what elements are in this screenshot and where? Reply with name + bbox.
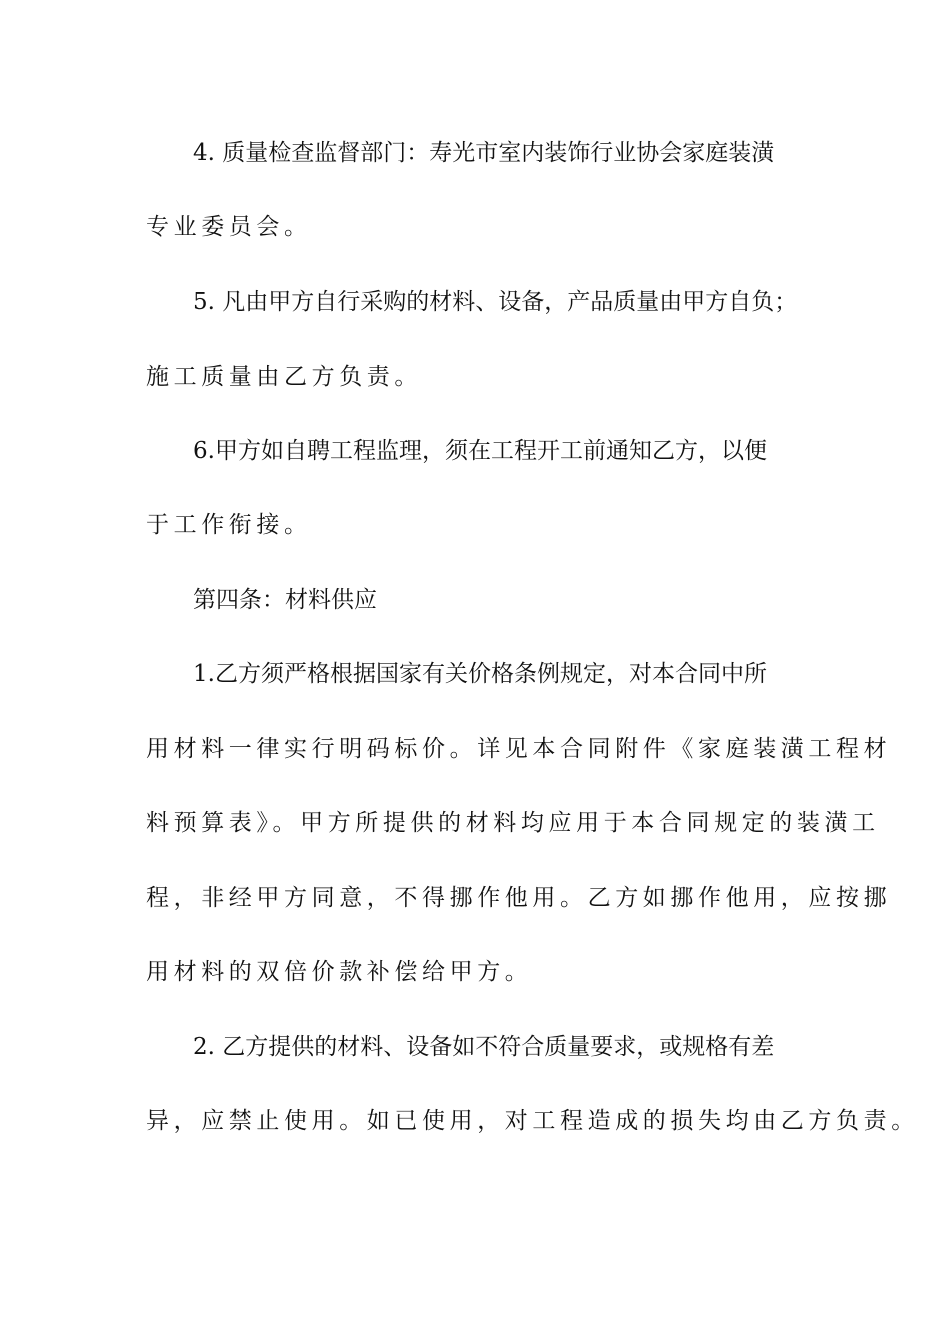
section-4-item-2-line-2: 异，应禁止使用。如已使用，对工程造成的损失均由乙方负责。 [146,1108,919,1134]
section-4-item-2-line-1: 2. 乙方提供的材料、设备如不符合质量要求，或规格有差 [193,1034,775,1060]
section-4-heading: 第四条：材料供应 [193,587,377,613]
section-4-item-1-line-5: 用材料的双倍价款补偿给甲方。 [146,959,533,985]
item-6-line-2: 于工作衔接。 [146,512,312,538]
item-6-line-1: 6.甲方如自聘工程监理，须在工程开工前通知乙方，以便 [193,438,767,464]
section-4-item-1-line-1: 1.乙方须严格根据国家有关价格条例规定，对本合同中所 [193,661,767,687]
section-4-item-1-line-2: 用材料一律实行明码标价。详见本合同附件《家庭装潢工程材 [146,736,892,762]
item-4-line-2: 专业委员会。 [146,214,312,240]
item-5-line-1: 5. 凡由甲方自行采购的材料、设备，产品质量由甲方自负； [193,289,798,315]
item-4-line-1: 4. 质量检查监督部门：寿光市室内装饰行业协会家庭装潢 [193,140,775,166]
section-4-item-1-line-4: 程，非经甲方同意，不得挪作他用。乙方如挪作他用，应按挪 [146,885,892,911]
section-4-item-1-line-3: 料预算表》。甲方所提供的材料均应用于本合同规定的装潢工 [146,810,880,836]
item-5-line-2: 施工质量由乙方负责。 [146,364,422,390]
